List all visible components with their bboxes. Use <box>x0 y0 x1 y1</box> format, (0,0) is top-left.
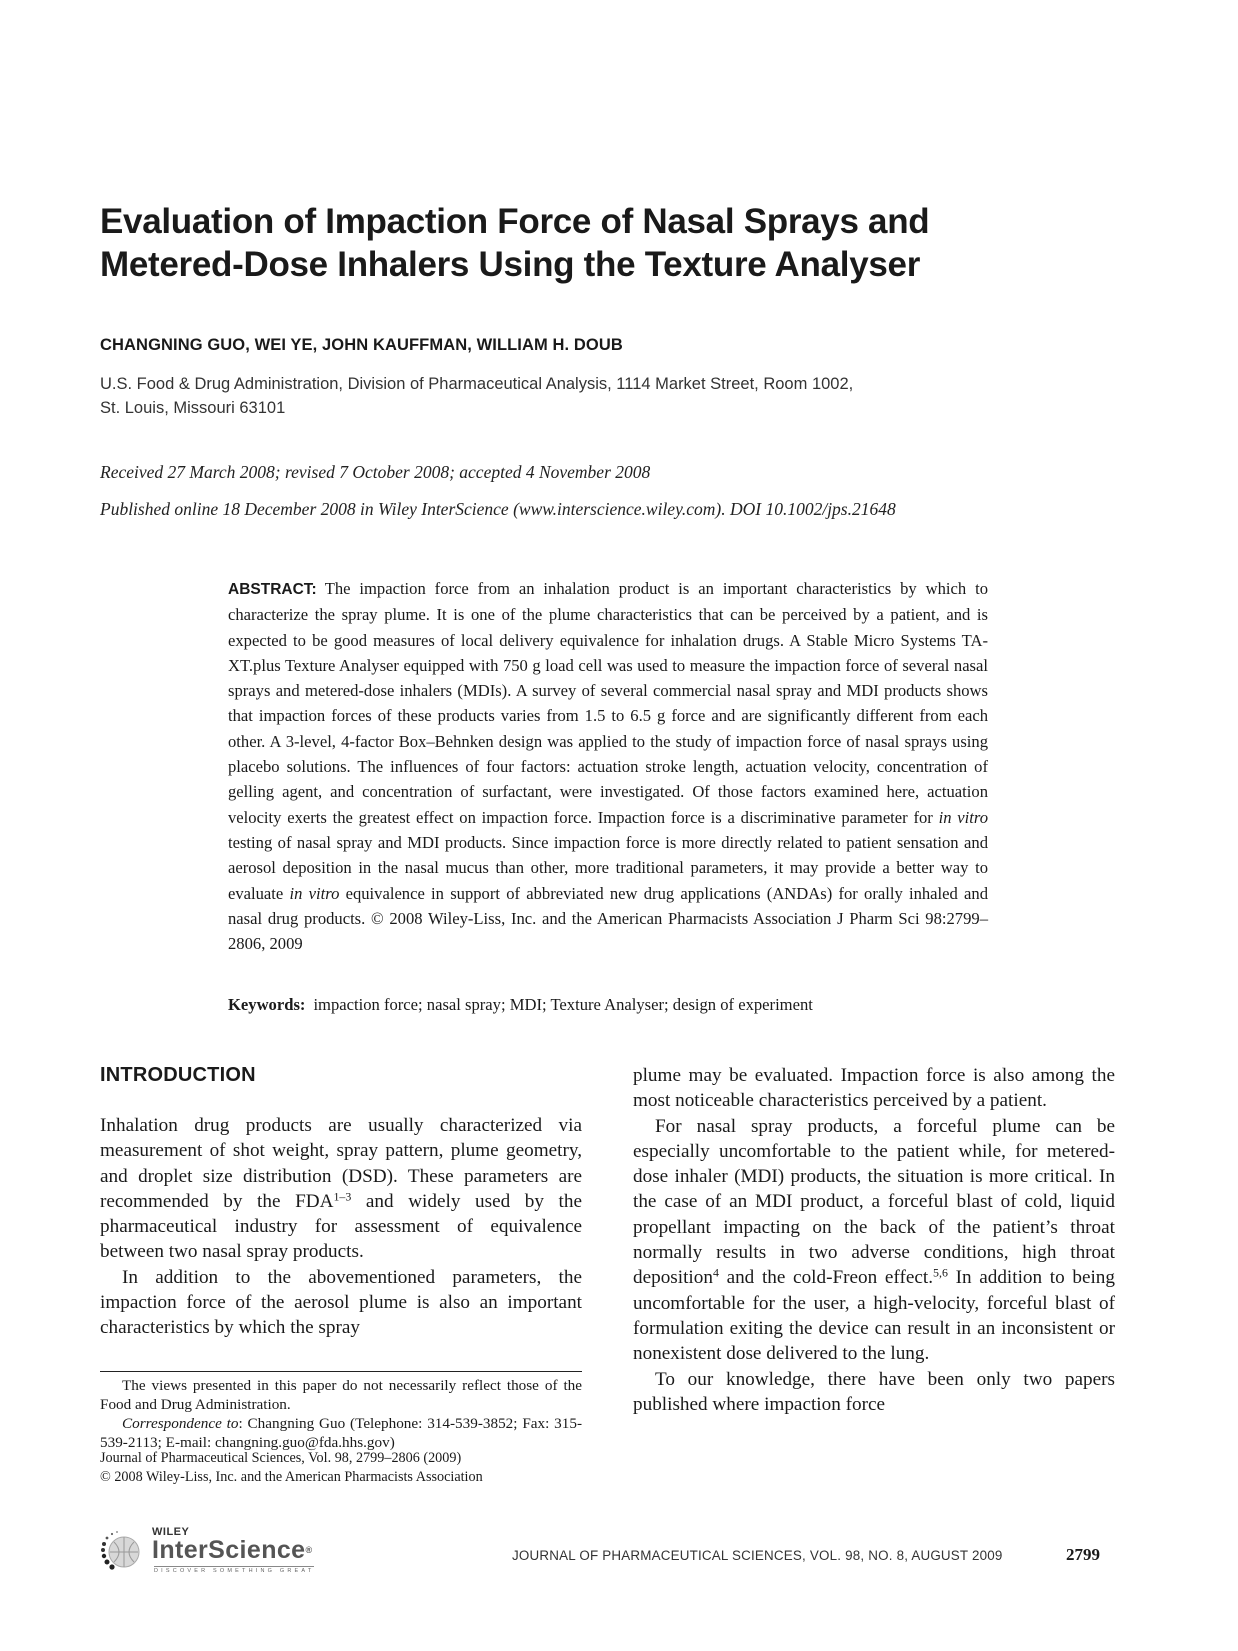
footnotes <box>100 1376 582 1452</box>
paragraph-text: For nasal spray products, a forceful plume can be especially uncomfortable to the patient while, for metered-dose inhaler (MDI) products, the situation is more critical. In the case of an MDI product, a forceful blast of cold, liquid propellant impacting on the back of the patient’s throat normally results in two adverse conditions, high throat deposition <box>633 1115 1115 1289</box>
correspondence-footnote <box>100 1414 582 1452</box>
paragraph <box>633 1114 1115 1367</box>
abstract-text-1: The impaction force from an inhalation product is an important characteristics by which to characterize the spray plume. It is one of the plume characteristics that can be perceived by a patient, and is expected to be good measures of local delivery equivalence for inhalation drugs. A Stable Micro Systems TA-XT.plus Texture Analyser equipped with 750 g load cell was used to measure the impaction force of several nasal sprays and metered-dose inhalers (MDIs). A survey of several commercial nasal spray and MDI products shows that impaction forces of these products varies from 1.5 to 6.5 g force and are significantly different from each other. A 3-level, 4-factor Box–Behnken design was applied to the study of impaction force of nasal sprays using placebo solutions. The influences of four factors: actuation stroke length, actuation velocity, concentration of gelling agent, and concentration of surfactant, were investigated. Of those factors examined here, actuation velocity exerts the greatest effect on impaction force. Impaction force is a discriminative parameter for <box>228 579 988 827</box>
citation-superscript: 5,6 <box>933 1265 948 1280</box>
copyright-line: © 2008 Wiley-Liss, Inc. and the American Pharmacists Association <box>100 1469 483 1485</box>
abstract-italic-1: in vitro <box>938 807 988 827</box>
journal-citation <box>100 1449 582 1487</box>
abstract-italic-2: in vitro <box>289 883 340 903</box>
paragraph-text: and the cold-Freon effect. <box>718 1267 934 1289</box>
right-column <box>633 1063 1115 1417</box>
paragraph: To our knowledge, there have been only two papers published where impaction force <box>633 1368 1115 1415</box>
journal-line: Journal of Pharmaceutical Sciences, Vol. 98, 2799–2806 (2009) <box>100 1450 462 1466</box>
manuscript-dates: Received 27 March 2008; revised 7 October 2008; accepted 4 November 2008 <box>100 462 651 482</box>
keywords <box>228 992 988 1017</box>
left-column <box>100 1113 582 1341</box>
citation-superscript: 1–3 <box>333 1189 352 1204</box>
abstract-text-2: testing of nasal spray and MDI products. Since impaction force is more directly related to patient sensation and aerosol deposition in the nasal mucus than other, more traditional parameters, it may provide a better way to evaluate <box>228 832 988 903</box>
section-heading-introduction: INTRODUCTION <box>100 1064 256 1086</box>
paragraph-text: Inhalation drug products are usually characterized via measurement of shot weight, spray pattern, plume geometry, and droplet size distribution (DSD). These parameters are recommended by the FDA <box>100 1115 582 1212</box>
paragraph: In addition to the abovementioned parameters, the impaction force of the aerosol plume is also an important characteristics by which the spray <box>100 1266 582 1339</box>
keywords-text: impaction force; nasal spray; MDI; Texture Analyser; design of experiment <box>313 995 813 1014</box>
paragraph: plume may be evaluated. Impaction force is also among the most noticeable characteristics perceived by a patient. <box>633 1065 1115 1112</box>
paragraph-text: In addition to being uncomfortable for the user, a high-velocity, forceful blast of formulation exiting the device can result in an inconsistent or nonexistent dose delivered to the lung. <box>633 1267 1115 1365</box>
paragraph-text: and widely used by the pharmaceutical industry for assessment of equivalence between two nasal spray products. <box>100 1190 582 1263</box>
globe-icon <box>100 1530 142 1572</box>
paragraph <box>100 1113 582 1265</box>
affiliation-line-2: St. Louis, Missouri 63101 <box>100 399 286 417</box>
disclaimer-footnote: The views presented in this paper do not necessarily reflect those of the Food and Drug Administration. <box>100 1377 582 1413</box>
citation-superscript: 4 <box>712 1265 719 1280</box>
title-line-1: Evaluation of Impaction Force of Nasal Sprays and <box>100 202 930 241</box>
correspondence-label: Correspondence to <box>122 1415 239 1432</box>
brand-name: InterScience <box>152 1536 306 1564</box>
affiliation <box>100 372 1000 420</box>
interscience-wordmark <box>152 1536 313 1565</box>
wiley-interscience-logo <box>100 1526 340 1576</box>
wiley-wordmark: WILEY <box>152 1526 190 1538</box>
footnote-divider <box>100 1371 582 1372</box>
logo-tagline: DISCOVER SOMETHING GREAT <box>154 1568 315 1574</box>
publication-info: Published online 18 December 2008 in Wiley InterScience (www.interscience.wiley.com). DOI 10.1002/jps.21648 <box>100 499 896 519</box>
title-line-2: Metered-Dose Inhalers Using the Texture Analyser <box>100 245 921 284</box>
affiliation-line-1: U.S. Food & Drug Administration, Division of Pharmaceutical Analysis, 1114 Market Street, Room 1002, <box>100 375 854 393</box>
correspondence-text: : Changning Guo (Telephone: 314-539-3852; Fax: 315-539-2113; E-mail: changning.guo@fda.hhs.gov) <box>100 1415 582 1451</box>
abstract <box>228 576 988 956</box>
article-title <box>100 200 1100 286</box>
registered-mark: ® <box>305 1545 313 1556</box>
running-footer: JOURNAL OF PHARMACEUTICAL SCIENCES, VOL. 98, NO. 8, AUGUST 2009 <box>512 1548 1003 1563</box>
author-list: CHANGNING GUO, WEI YE, JOHN KAUFFMAN, WILLIAM H. DOUB <box>100 336 623 354</box>
keywords-label: Keywords: <box>228 995 306 1014</box>
abstract-label: ABSTRACT: <box>228 581 317 598</box>
page-number: 2799 <box>1066 1545 1100 1564</box>
abstract-text-3: equivalence in support of abbreviated new drug applications (ANDAs) for orally inhaled and nasal drug products. © 2008 Wiley-Liss, Inc. and the American Pharmacists Association J Pharm Sci 98:2799–2806, 2009 <box>228 883 988 954</box>
